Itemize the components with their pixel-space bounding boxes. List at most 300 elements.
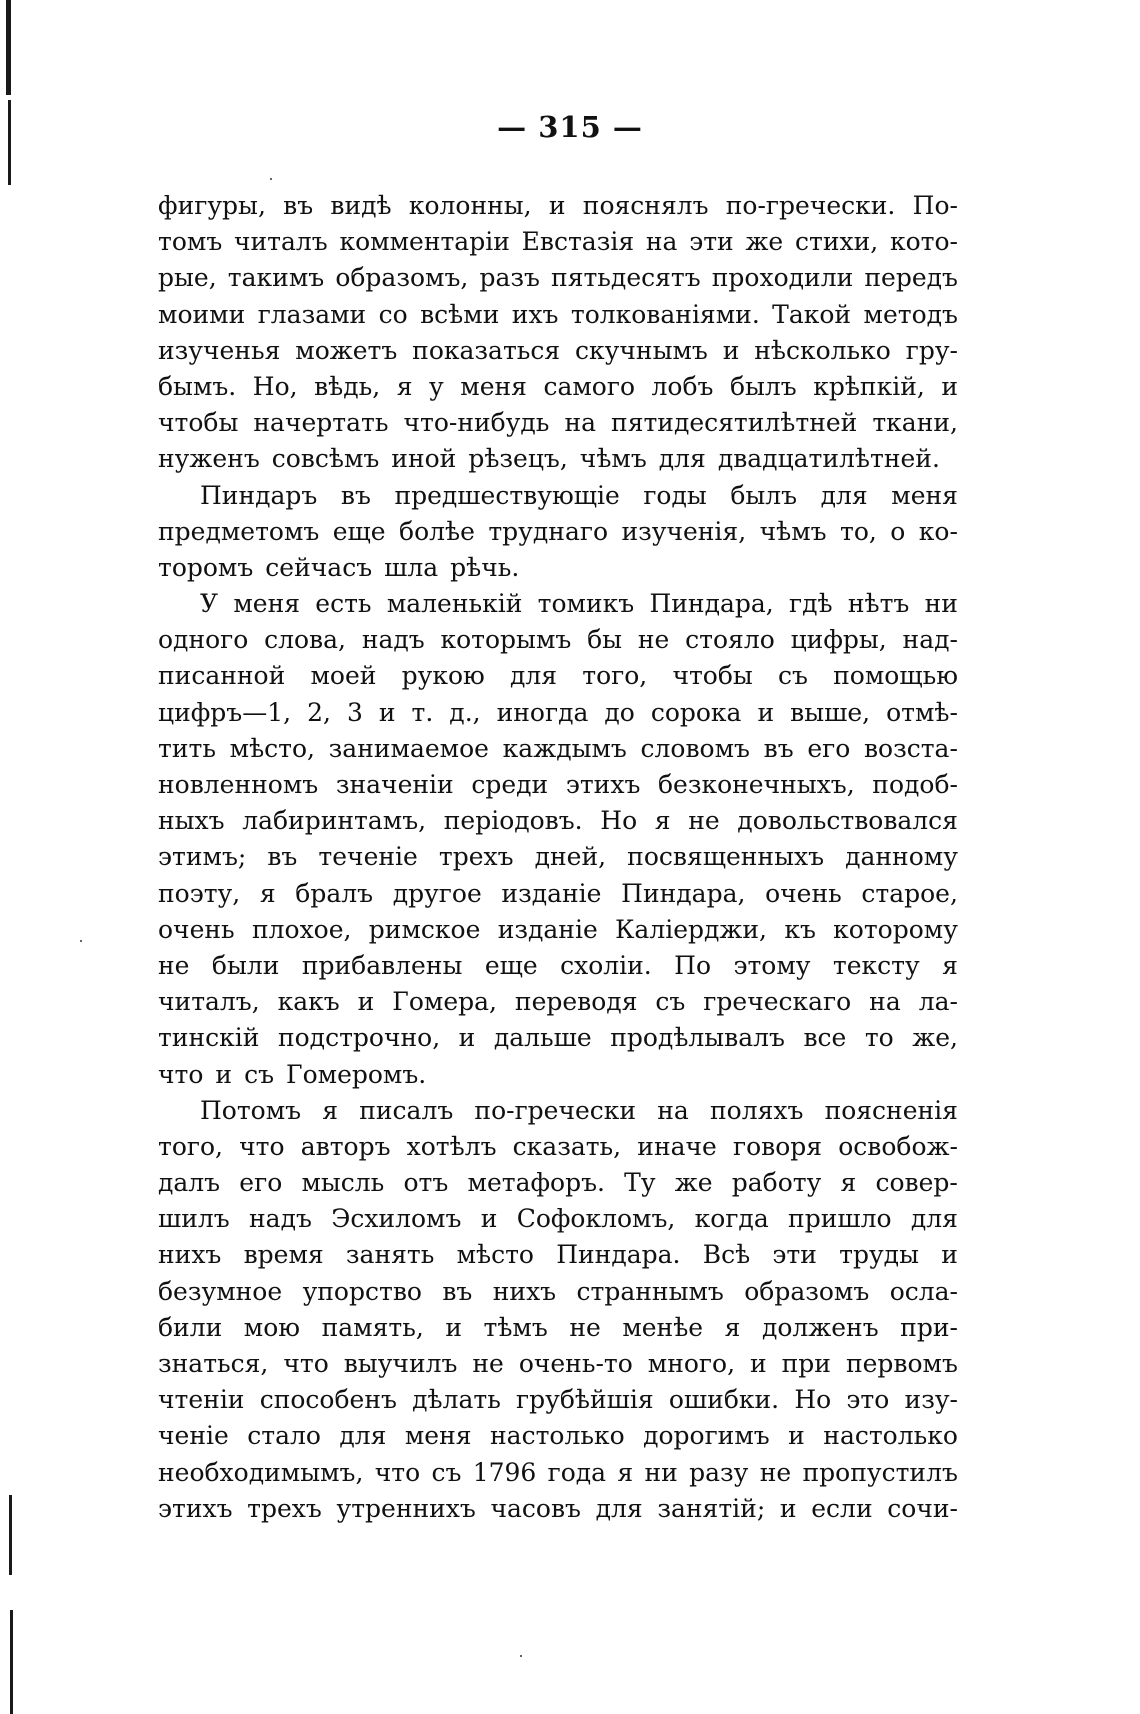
word: мою bbox=[243, 1312, 301, 1342]
text-line bbox=[158, 1093, 958, 1129]
word: при bbox=[781, 1349, 831, 1378]
word: меня bbox=[233, 589, 301, 619]
word: самого bbox=[543, 371, 636, 401]
word: среди bbox=[471, 770, 549, 799]
word: я bbox=[654, 806, 671, 836]
word: это bbox=[846, 1385, 890, 1415]
word: не bbox=[759, 1457, 792, 1487]
word: совсѣмъ bbox=[271, 444, 380, 474]
word: сочи- bbox=[887, 1493, 958, 1523]
word: кото- bbox=[889, 227, 958, 257]
word: словомъ bbox=[640, 733, 750, 763]
word: Эсхиломъ bbox=[331, 1204, 462, 1234]
word: д., bbox=[449, 697, 481, 727]
word: занимаемое bbox=[328, 733, 489, 763]
word: что bbox=[158, 1059, 204, 1089]
word: къ bbox=[784, 914, 816, 944]
word: я bbox=[322, 1095, 339, 1125]
word: разъ bbox=[479, 263, 540, 293]
word: отмѣ- bbox=[886, 697, 958, 727]
word: меня bbox=[460, 371, 527, 401]
word: труднаго bbox=[488, 516, 608, 546]
text-line bbox=[158, 369, 958, 405]
text-line bbox=[158, 948, 958, 984]
word: пояснялъ bbox=[582, 191, 709, 220]
text-line bbox=[158, 984, 958, 1020]
word: мысль bbox=[301, 1168, 385, 1198]
word: торомъ bbox=[158, 552, 254, 582]
word: по-гречески. bbox=[725, 191, 896, 220]
word: теченіе bbox=[318, 842, 418, 872]
word: рые, bbox=[158, 263, 217, 293]
word: не bbox=[158, 950, 190, 980]
word: для bbox=[658, 444, 706, 474]
word: читалъ bbox=[233, 227, 328, 257]
word: труды bbox=[839, 1240, 919, 1270]
text-line bbox=[158, 803, 958, 839]
word: томъ bbox=[158, 227, 223, 257]
word: чтобы bbox=[158, 408, 239, 438]
word: не bbox=[569, 1312, 601, 1342]
word: Потомъ bbox=[200, 1095, 302, 1125]
text-line bbox=[158, 731, 958, 767]
word: изученія, bbox=[621, 516, 747, 546]
word: у bbox=[429, 371, 444, 401]
word: страннымъ bbox=[576, 1276, 724, 1306]
word: передъ bbox=[864, 263, 958, 293]
word: такимъ bbox=[227, 263, 325, 293]
word: иной bbox=[391, 444, 457, 474]
word: рѣчь. bbox=[450, 552, 520, 582]
word: бымъ. bbox=[158, 371, 237, 401]
word: нихъ bbox=[492, 1276, 557, 1306]
word: По- bbox=[912, 191, 958, 220]
word: еще bbox=[484, 950, 538, 980]
word: пришло bbox=[788, 1204, 892, 1234]
word: изданіе bbox=[501, 878, 602, 908]
word: старое, bbox=[861, 878, 958, 908]
word: грубѣйшія bbox=[516, 1385, 654, 1415]
binding-edge-mark bbox=[10, 1610, 13, 1714]
word: продѣлывалъ bbox=[610, 1023, 785, 1053]
word: начертать bbox=[253, 408, 389, 438]
word: безумное bbox=[158, 1276, 283, 1306]
word: изученья bbox=[158, 335, 281, 365]
word: до bbox=[604, 697, 635, 727]
word: въ bbox=[283, 191, 314, 220]
word: того, bbox=[158, 1131, 223, 1161]
word: въ bbox=[267, 842, 298, 872]
word: моими bbox=[158, 299, 246, 329]
word: тинскій bbox=[158, 1023, 260, 1053]
word: съ bbox=[778, 661, 808, 691]
word: при- bbox=[900, 1312, 958, 1342]
word: я bbox=[617, 1457, 634, 1487]
word: для bbox=[820, 480, 868, 510]
word: нѣсколько bbox=[754, 335, 891, 365]
word: фигуры, bbox=[158, 191, 266, 220]
word: бралъ bbox=[295, 878, 374, 908]
text-line bbox=[158, 1201, 958, 1237]
word: и bbox=[722, 335, 740, 365]
word: цифръ—1, bbox=[158, 697, 292, 727]
word: утреннихъ bbox=[336, 1493, 476, 1523]
word: посвященныхъ bbox=[627, 842, 824, 872]
word: читалъ, bbox=[158, 987, 260, 1017]
word: подстрочно, bbox=[277, 1023, 441, 1053]
word: схоліи. bbox=[560, 950, 652, 980]
text-line bbox=[158, 1455, 958, 1491]
paper-speck bbox=[80, 940, 82, 942]
word: и bbox=[357, 987, 375, 1017]
word: Софокломъ, bbox=[516, 1204, 676, 1234]
word: съ bbox=[431, 1457, 462, 1487]
word: данному bbox=[845, 842, 958, 872]
word: можетъ bbox=[295, 335, 398, 365]
word: настолько bbox=[490, 1421, 625, 1451]
word: въ bbox=[340, 480, 371, 510]
word: изданіе bbox=[497, 914, 598, 944]
word: выучилъ bbox=[343, 1349, 458, 1378]
text-line bbox=[158, 441, 958, 477]
word: и bbox=[458, 1023, 476, 1053]
word: долженъ bbox=[761, 1312, 879, 1342]
word: я bbox=[396, 371, 413, 401]
word: Каліерджи, bbox=[615, 914, 767, 944]
word: одного bbox=[158, 625, 249, 655]
word: иногда bbox=[496, 697, 589, 727]
word: образомъ bbox=[744, 1276, 870, 1306]
word: разу bbox=[689, 1457, 749, 1487]
word: дальше bbox=[493, 1023, 592, 1053]
text-line bbox=[158, 1382, 958, 1418]
word: подоб- bbox=[872, 770, 958, 799]
word: настолько bbox=[823, 1421, 958, 1451]
text-line bbox=[158, 912, 958, 948]
word: 2, bbox=[307, 697, 331, 727]
word: писанной bbox=[158, 661, 286, 691]
word: маленькій bbox=[386, 589, 523, 619]
word: слова, bbox=[264, 625, 346, 655]
word: когда bbox=[694, 1204, 769, 1234]
text-line bbox=[158, 1274, 958, 1310]
word: то bbox=[864, 1023, 894, 1053]
text-line bbox=[158, 478, 958, 514]
word: память, bbox=[321, 1312, 424, 1342]
word: Но bbox=[794, 1385, 832, 1415]
word: отъ bbox=[403, 1168, 449, 1198]
word: мѣсто bbox=[456, 1240, 534, 1270]
text-line bbox=[158, 1237, 958, 1273]
text-line bbox=[158, 1310, 958, 1346]
word: ихъ bbox=[511, 299, 559, 329]
word: комментаріи bbox=[339, 227, 510, 257]
word: и bbox=[750, 1349, 767, 1378]
body-text bbox=[158, 188, 958, 1527]
word: ни bbox=[644, 1457, 678, 1487]
word: предметомъ bbox=[158, 516, 320, 546]
word: поэту, bbox=[158, 878, 241, 908]
text-line bbox=[158, 224, 958, 260]
word: всѣми bbox=[420, 299, 500, 329]
word: если bbox=[811, 1493, 873, 1523]
word: надъ bbox=[249, 1204, 312, 1234]
word: Ту bbox=[624, 1168, 656, 1198]
word: очень bbox=[158, 914, 235, 944]
text-line bbox=[158, 297, 958, 333]
word: двадцатилѣтней. bbox=[717, 444, 940, 474]
word: первомъ bbox=[845, 1349, 958, 1378]
word: бы bbox=[587, 625, 623, 655]
text-line bbox=[158, 586, 958, 622]
text-line bbox=[158, 1057, 958, 1093]
word: били bbox=[158, 1312, 223, 1342]
word: эти bbox=[772, 1240, 817, 1270]
word: томикъ bbox=[537, 589, 635, 619]
word: этихъ bbox=[565, 770, 641, 799]
word: возста- bbox=[863, 733, 958, 763]
word: его bbox=[807, 733, 851, 763]
word: показаться bbox=[412, 335, 561, 365]
word: осла- bbox=[889, 1276, 958, 1306]
word: работу bbox=[731, 1168, 822, 1198]
word: изу- bbox=[904, 1385, 958, 1415]
word: годы bbox=[643, 480, 707, 510]
word: стояло bbox=[685, 625, 775, 655]
word: Пиндара, bbox=[649, 589, 774, 619]
word: года bbox=[547, 1457, 607, 1487]
word: и bbox=[480, 1204, 498, 1234]
word: греческаго bbox=[703, 987, 852, 1017]
word: ошибки. bbox=[668, 1385, 780, 1415]
word: У bbox=[200, 589, 219, 619]
text-line bbox=[158, 1491, 958, 1527]
word: Всѣ bbox=[702, 1240, 751, 1270]
word: выше, bbox=[790, 697, 871, 727]
word: много, bbox=[647, 1349, 736, 1378]
word: же bbox=[745, 227, 784, 257]
word: которымъ bbox=[440, 625, 572, 655]
word: безконечныхъ, bbox=[657, 770, 855, 799]
word: очень-то bbox=[518, 1349, 633, 1378]
word: и bbox=[757, 697, 775, 727]
word: для bbox=[910, 1204, 958, 1234]
word: и bbox=[548, 191, 566, 220]
word: время bbox=[243, 1240, 324, 1270]
word: то, bbox=[840, 516, 877, 546]
word: не bbox=[688, 806, 720, 836]
word: ко- bbox=[918, 516, 958, 546]
word: чѣмъ bbox=[759, 516, 827, 546]
word: съ bbox=[244, 1059, 275, 1089]
word: Гомера, bbox=[392, 987, 497, 1017]
word: я bbox=[724, 1312, 741, 1342]
word: писалъ bbox=[359, 1095, 454, 1125]
word: съ bbox=[655, 987, 686, 1017]
word: авторъ bbox=[300, 1131, 391, 1161]
word: есть bbox=[315, 589, 372, 619]
word: для bbox=[510, 661, 558, 691]
word: знаться, bbox=[158, 1349, 269, 1378]
word: въ bbox=[763, 733, 794, 763]
word: по-гречески bbox=[474, 1095, 637, 1125]
word: и bbox=[779, 1493, 797, 1523]
word: что bbox=[283, 1349, 329, 1378]
paper-speck bbox=[270, 178, 272, 180]
word: упорство bbox=[302, 1276, 422, 1306]
word: над- bbox=[902, 625, 958, 655]
text-line bbox=[158, 876, 958, 912]
word: рукою bbox=[401, 661, 485, 691]
word: необходимымъ, bbox=[158, 1457, 364, 1487]
word: для bbox=[339, 1421, 387, 1451]
text-line bbox=[158, 695, 958, 731]
word: цифры, bbox=[790, 625, 887, 655]
word: т. bbox=[411, 697, 434, 727]
word: того, bbox=[582, 661, 648, 691]
word: хотѣлъ bbox=[406, 1131, 497, 1161]
word: 3 bbox=[346, 697, 363, 727]
word: прибавлены bbox=[301, 950, 463, 980]
word: лобъ bbox=[651, 371, 714, 401]
word: стало bbox=[247, 1421, 321, 1451]
word: рѣзецъ, bbox=[468, 444, 568, 474]
word: на bbox=[645, 227, 678, 257]
word: чтеніи bbox=[158, 1385, 245, 1415]
word: значеніи bbox=[335, 770, 454, 799]
word: на bbox=[657, 1095, 689, 1125]
word: со bbox=[378, 299, 408, 329]
text-line bbox=[158, 405, 958, 441]
word: и bbox=[445, 1312, 462, 1342]
binding-edge-mark bbox=[6, 0, 11, 95]
word: Пиндара. bbox=[556, 1240, 681, 1270]
word: новленномъ bbox=[158, 770, 319, 799]
word: занятій; bbox=[657, 1493, 766, 1523]
word: не bbox=[472, 1349, 504, 1378]
word: часовъ bbox=[490, 1493, 581, 1523]
word: Пиндаръ bbox=[200, 480, 318, 510]
word: глазами bbox=[257, 299, 367, 329]
word: сорока bbox=[650, 697, 742, 727]
word: шла bbox=[384, 552, 439, 582]
page-number: — 315 — bbox=[497, 110, 643, 144]
word: методъ bbox=[863, 299, 958, 329]
word: занять bbox=[345, 1240, 435, 1270]
word: поясненія bbox=[824, 1095, 958, 1125]
word: и bbox=[941, 1240, 958, 1270]
word: на bbox=[869, 987, 901, 1017]
word: гдѣ bbox=[789, 589, 833, 619]
word: метафоръ. bbox=[467, 1168, 605, 1198]
word: былъ bbox=[729, 371, 797, 401]
binding-edge-mark bbox=[9, 1495, 12, 1575]
word: нуженъ bbox=[158, 444, 260, 474]
word: довольствовался bbox=[737, 806, 958, 836]
word: иначе bbox=[637, 1131, 717, 1161]
word: Но, bbox=[252, 371, 298, 401]
text-line bbox=[158, 550, 958, 586]
word: тѣмъ bbox=[483, 1312, 548, 1342]
word: о bbox=[890, 516, 906, 546]
word: предшествующіе bbox=[394, 480, 620, 510]
word: каждымъ bbox=[502, 733, 627, 763]
word: что bbox=[374, 1457, 421, 1487]
text-line bbox=[158, 188, 958, 224]
word: Пиндара, bbox=[621, 878, 746, 908]
word: стихи, bbox=[794, 227, 879, 257]
word: же bbox=[674, 1168, 713, 1198]
word: меня bbox=[404, 1421, 472, 1451]
word: нѣтъ bbox=[847, 589, 910, 619]
word: трехъ bbox=[247, 1493, 322, 1523]
word: образомъ, bbox=[335, 263, 469, 293]
word: 1796 bbox=[472, 1457, 537, 1487]
word: для bbox=[595, 1493, 643, 1523]
word: еще bbox=[332, 516, 386, 546]
word: поляхъ bbox=[710, 1095, 804, 1125]
text-line bbox=[158, 1129, 958, 1165]
word: пятидесятилѣтней bbox=[611, 408, 858, 438]
word: періодовъ. bbox=[443, 806, 583, 836]
word: Такой bbox=[772, 299, 852, 329]
word: были bbox=[211, 950, 280, 980]
word: очень bbox=[765, 878, 842, 908]
word: былъ bbox=[730, 480, 798, 510]
word: я bbox=[840, 1168, 857, 1198]
word: ныхъ bbox=[158, 806, 225, 836]
word: толкованіями. bbox=[570, 299, 760, 329]
paper-speck bbox=[520, 1655, 522, 1657]
word: освобож- bbox=[838, 1131, 958, 1161]
word: трехъ bbox=[438, 842, 514, 872]
word: этому bbox=[733, 950, 811, 980]
word: пропустилъ bbox=[802, 1457, 958, 1487]
text-line bbox=[158, 333, 958, 369]
word: нихъ bbox=[158, 1240, 222, 1270]
word: говоря bbox=[733, 1131, 823, 1161]
word: и bbox=[941, 371, 958, 401]
word: Но bbox=[600, 806, 638, 836]
word: я bbox=[259, 878, 276, 908]
text-line bbox=[158, 622, 958, 658]
word: шилъ bbox=[158, 1204, 230, 1234]
word: видѣ bbox=[330, 191, 392, 220]
word: гру- bbox=[905, 335, 958, 365]
word: какъ bbox=[277, 987, 340, 1017]
word: меня bbox=[891, 480, 958, 510]
word: въ bbox=[442, 1276, 473, 1306]
word: По bbox=[674, 950, 712, 980]
word: совер- bbox=[875, 1168, 958, 1198]
word: на bbox=[564, 408, 597, 438]
word: чѣмъ bbox=[579, 444, 647, 474]
word: которому bbox=[833, 914, 958, 944]
word: тить bbox=[158, 733, 216, 763]
word: Евстазія bbox=[521, 227, 635, 257]
word: колонны, bbox=[408, 191, 532, 220]
word: способенъ bbox=[259, 1385, 397, 1415]
word: не bbox=[637, 625, 670, 655]
word: менѣе bbox=[622, 1312, 704, 1342]
word: ткани, bbox=[872, 408, 958, 438]
text-line bbox=[158, 1165, 958, 1201]
word: помощью bbox=[833, 661, 958, 691]
text-line bbox=[158, 514, 958, 550]
word: римское bbox=[368, 914, 481, 944]
word: скучнымъ bbox=[575, 335, 708, 365]
word: моей bbox=[310, 661, 377, 691]
